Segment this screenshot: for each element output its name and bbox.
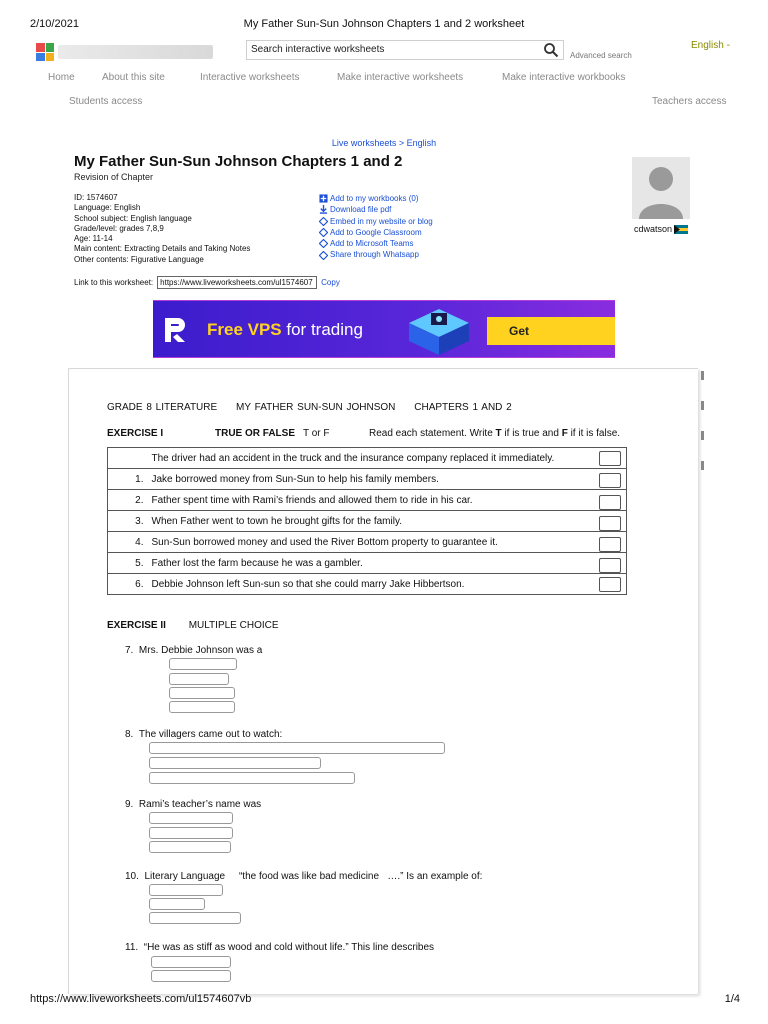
- share-diamond-icon: [319, 251, 328, 260]
- whatsapp-share-link[interactable]: [319, 249, 433, 260]
- statement-number: 5.: [108, 553, 148, 574]
- worksheet-link-row: [74, 276, 340, 289]
- worksheet-meta: [74, 193, 250, 265]
- statement-text: Sun-Sun borrowed money and used the River Bottom property to guarantee it.: [148, 532, 627, 553]
- nav-make-worksheets[interactable]: Make interactive worksheets: [337, 72, 464, 83]
- question-11: [125, 942, 434, 953]
- meta-id: ID: 1574607: [74, 193, 118, 202]
- share-diamond-icon: [319, 217, 328, 226]
- nav-interactive-worksheets[interactable]: Interactive worksheets: [200, 72, 300, 83]
- tf-answer-box[interactable]: [599, 451, 621, 466]
- download-pdf-label: Download file pdf: [330, 205, 392, 215]
- worksheet-actions: [319, 193, 433, 261]
- nav-teachers-access[interactable]: Teachers access: [652, 96, 727, 107]
- breadcrumb[interactable]: Live worksheets > English: [331, 138, 437, 148]
- answer-option[interactable]: [149, 772, 355, 784]
- statement-number: 4.: [108, 532, 148, 553]
- search-icon[interactable]: [543, 42, 559, 58]
- statement-text: Father spent time with Rami’s friends and allowed them to ride in his car.: [148, 490, 627, 511]
- meta-grade: Grade/level: grades 7,8,9: [74, 223, 164, 233]
- answer-option[interactable]: [149, 884, 223, 896]
- answer-option[interactable]: [149, 757, 321, 769]
- question-8: [125, 729, 282, 740]
- page-title: My Father Sun-Sun Johnson Chapters 1 and 2: [74, 153, 403, 170]
- print-footer-url: https://www.liveworksheets.com/ul1574607vb: [30, 993, 252, 1005]
- exercise-2-header: [107, 620, 279, 631]
- tf-answer-box[interactable]: [599, 537, 621, 552]
- statement-number: 3.: [108, 511, 148, 532]
- ad-brand-logo-icon: [163, 316, 189, 344]
- logo-wordmark: [58, 45, 213, 59]
- ad-headline: [207, 320, 363, 340]
- add-workbook-icon: [319, 194, 328, 203]
- answer-option[interactable]: [169, 673, 229, 685]
- instr-c: if it is false.: [567, 428, 621, 439]
- scrollbar-mark: [701, 401, 704, 410]
- flag-icon: [674, 225, 688, 234]
- statement-number: 2.: [108, 490, 148, 511]
- question-7: [125, 645, 262, 656]
- question-text: Rami’s teacher’s name was: [138, 799, 262, 810]
- question-number: 7.: [125, 645, 134, 656]
- copy-link-button[interactable]: Copy: [321, 278, 340, 287]
- statement-number: 6.: [108, 574, 148, 595]
- scrollbar-mark: [701, 431, 704, 440]
- meta-subject: School subject: English language: [74, 213, 192, 223]
- tf-answer-box[interactable]: [599, 577, 621, 592]
- meta-main-content: Main content: Extracting Details and Taking Notes: [74, 244, 251, 254]
- language-select[interactable]: English -: [691, 40, 730, 51]
- answer-option[interactable]: [169, 658, 237, 670]
- share-diamond-icon: [319, 228, 328, 237]
- question-number: 10.: [125, 871, 139, 882]
- statement-text: The driver had an accident in the truck and the insurance company replaced it immediately.: [148, 448, 627, 469]
- exercise-1-type: TRUE OR FALSE: [215, 428, 296, 439]
- meta-other-contents: Other contents: Figurative Language: [74, 254, 204, 264]
- embed-label: Embed in my website or blog: [330, 216, 433, 226]
- answer-option[interactable]: [169, 687, 235, 699]
- meta-age: Age: 11-14: [74, 234, 113, 244]
- link-label: Link to this worksheet:: [74, 278, 154, 287]
- nav-home[interactable]: Home: [48, 72, 75, 83]
- microsoft-teams-label: Add to Microsoft Teams: [330, 239, 414, 249]
- answer-option[interactable]: [149, 912, 241, 924]
- add-to-workbooks-label: Add to my workbooks (0): [330, 194, 419, 203]
- microsoft-teams-link[interactable]: [319, 238, 433, 249]
- page-subtitle: Revision of Chapter: [74, 172, 154, 182]
- answer-option[interactable]: [149, 841, 231, 853]
- exercise-1-tf: T or F: [303, 428, 330, 439]
- question-text: The villagers came out to watch:: [138, 729, 283, 740]
- answer-option[interactable]: [149, 898, 205, 910]
- table-row: [108, 574, 627, 595]
- answer-option[interactable]: [149, 827, 233, 839]
- instr-a: Read each statement. Write: [369, 428, 496, 439]
- ad-free-vps: Free VPS: [207, 320, 282, 339]
- table-row: [108, 532, 627, 553]
- answer-option[interactable]: [149, 812, 233, 824]
- answer-option[interactable]: [151, 970, 231, 982]
- nav-about[interactable]: About this site: [102, 72, 165, 83]
- tf-answer-box[interactable]: [599, 558, 621, 573]
- exercise-1-label: EXERCISE I: [107, 428, 164, 439]
- sheet-heading: GRADE 8 LITERATURE MY FATHER SUN-SUN JOHNSON CHAPTERS 1 AND 2: [107, 402, 512, 413]
- true-false-table: [107, 447, 627, 595]
- instr-f: F: [561, 428, 568, 439]
- table-row: [108, 469, 627, 490]
- statement-text: Debbie Johnson left Sun-sun so that she could marry Jake Hibbertson.: [148, 574, 627, 595]
- ad-headline-rest: for trading: [281, 320, 363, 339]
- table-row: [108, 511, 627, 532]
- exercise-1-instructions: [369, 428, 620, 439]
- add-to-workbooks-link[interactable]: [319, 193, 433, 204]
- statement-number: 1.: [108, 469, 148, 490]
- question-10: [125, 871, 482, 882]
- statement-text: When Father went to town he brought gifts for the family.: [148, 511, 627, 532]
- print-date: 2/10/2021: [30, 18, 79, 30]
- meta-language: Language: English: [74, 203, 141, 213]
- embed-link[interactable]: [319, 216, 433, 227]
- question-9: [125, 799, 261, 810]
- search-input[interactable]: [246, 40, 564, 60]
- search-placeholder: Search interactive worksheets: [251, 44, 385, 55]
- answer-option[interactable]: [169, 701, 235, 713]
- exercise-2-type: MULTIPLE CHOICE: [188, 620, 279, 631]
- download-icon: [319, 205, 328, 214]
- table-row: [108, 448, 627, 469]
- share-diamond-icon: [319, 239, 328, 248]
- question-text: Literary Language “the food was like bad medicine ….” Is an example of:: [144, 871, 483, 882]
- question-text: Mrs. Debbie Johnson was a: [138, 645, 263, 656]
- google-classroom-link[interactable]: [319, 227, 433, 238]
- tf-answer-box[interactable]: [599, 516, 621, 531]
- avatar[interactable]: [632, 157, 690, 219]
- advanced-search-link[interactable]: Advanced search: [570, 51, 632, 60]
- instr-t: T: [495, 428, 502, 439]
- whatsapp-label: Share through Whatsapp: [330, 250, 419, 260]
- print-title: My Father Sun-Sun Johnson Chapters 1 and 2 worksheet: [243, 18, 525, 30]
- question-number: 8.: [125, 729, 134, 740]
- statement-text: Jake borrowed money from Sun-Sun to help his family members.: [148, 469, 627, 490]
- worksheet-link-field[interactable]: https://www.liveworksheets.com/ul1574607: [157, 276, 317, 289]
- statement-number: [108, 448, 148, 469]
- logo-cube-icon: [36, 43, 54, 61]
- user-silhouette-icon: [632, 157, 690, 219]
- exercise-2-label: EXERCISE II: [107, 620, 166, 631]
- table-row: [108, 553, 627, 574]
- statement-text: Father lost the farm because he was a gambler.: [148, 553, 627, 574]
- google-classroom-label: Add to Google Classroom: [330, 227, 422, 237]
- scrollbar-mark: [701, 461, 704, 470]
- ad-banner[interactable]: [153, 300, 615, 358]
- instr-b: if is true and: [501, 428, 562, 439]
- answer-option[interactable]: [151, 956, 231, 968]
- question-number: 11.: [125, 942, 139, 953]
- table-row: [108, 490, 627, 511]
- question-text: “He was as stiff as wood and cold without life.” This line describes: [143, 942, 435, 953]
- answer-option[interactable]: [149, 742, 445, 754]
- author[interactable]: [634, 224, 688, 234]
- server-illustration-icon: [403, 303, 475, 357]
- download-pdf-link[interactable]: [319, 204, 433, 215]
- tf-answer-box[interactable]: [599, 495, 621, 510]
- question-number: 9.: [125, 799, 134, 810]
- ad-cta-button[interactable]: Get: [487, 317, 615, 345]
- tf-answer-box[interactable]: [599, 473, 621, 488]
- nav-students-access[interactable]: Students access: [69, 96, 143, 107]
- author-name: cdwatson: [634, 224, 673, 234]
- nav-make-workbooks[interactable]: Make interactive workbooks: [502, 72, 626, 83]
- scrollbar-mark: [701, 371, 704, 380]
- worksheet-page: [68, 368, 698, 994]
- site-logo[interactable]: [36, 42, 216, 62]
- print-page-number: 1/4: [724, 993, 740, 1005]
